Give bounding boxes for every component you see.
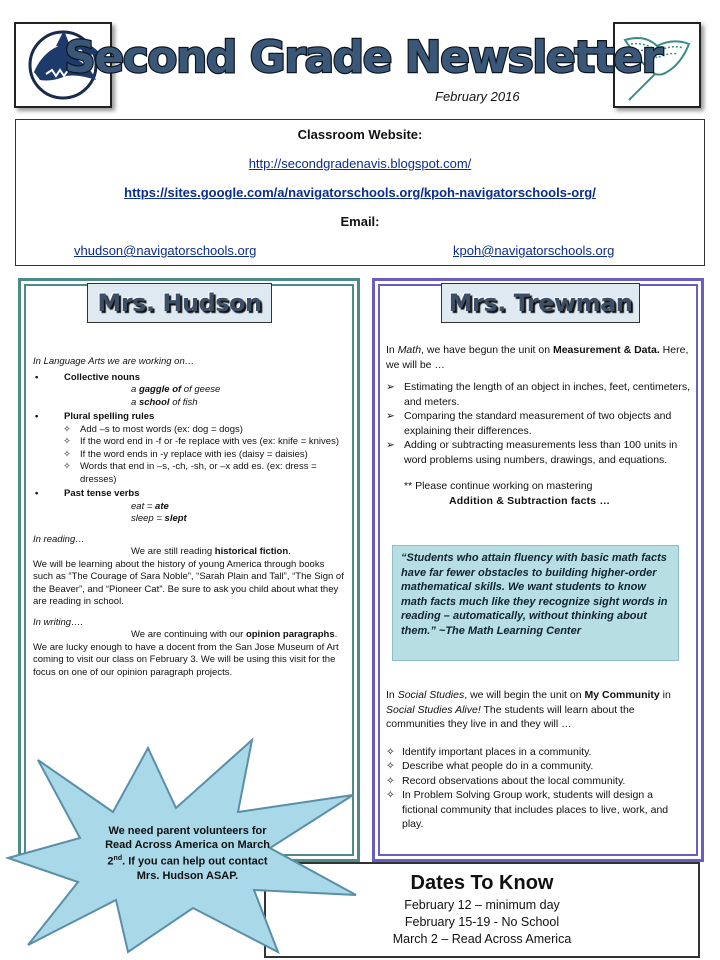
list-item: ✧ Add –s to most words (ex: dog = dogs) [63,423,243,435]
list-item: ✧ Words that end in –s, -ch, -sh, or –x add es. (ex: dress = dresses) [63,461,317,485]
plural-rules-list [33,424,345,487]
list-item: ➢ Estimating the length of an object in inches, feet, centimeters, and meters. [386,381,690,408]
newsletter-title [64,20,662,90]
hudson-content [33,356,345,679]
newsletter-date: February 2016 [435,89,520,104]
math-note-line-1: ** Please continue working on mastering [404,480,593,492]
reading-body: We will be learning about the history of young America through books such as “The Courage of Sara Noble”, “Sarah Plain and Tall”, “The Sign of the Beaver”, and “Pioneer Cat”. Be sure to ask you child about what they are reading in school. [33,558,344,607]
collective-example-2: a school of fish [131,396,198,408]
math-note-line-2: Addition & Subtraction facts … [449,494,611,507]
social-studies-intro: In Social Studies, we will begin the unit on My Community in Social Studies Alive! The students will learn about the communities they live in and they will … [386,689,671,730]
svg-text:Second Grade Newsletter: Second Grade Newsletter [64,32,662,83]
email-link-kpoh[interactable]: kpoh@navigatorschools.org [453,243,615,258]
date-item: February 12 – minimum day [404,898,560,912]
list-item: ➢ Comparing the standard measurement of two objects and explaining their differences. [386,410,672,437]
collective-nouns-heading: • Collective nouns [35,371,141,383]
email-label: Email: [340,214,380,229]
plural-rules-heading: • Plural spelling rules [35,411,155,422]
writing-body: We are continuing with our opinion paragraphs. We are lucky enough to have a docent from the San Jose Museum of Art coming to visit our class on February 3. We will be using this visit for the focus on one of our opinion paragraph projects. [33,629,339,678]
volunteer-message: We need parent volunteers for Read Across America on March 2nd. If you can help out contact Mrs. Hudson ASAP. [105,825,270,882]
list-item: ✧ Describe what people do in a community. [386,760,594,772]
past-tense-heading: • Past tense verbs [35,488,140,499]
date-item: March 2 – Read Across America [392,932,572,946]
list-item: ✧ If the word end in -f or -fe replace with ves (ex: knife = knives) [63,436,339,447]
list-item: ✧ If the word ends in -y replace with ies (daisy = daisies) [63,448,308,460]
list-item: ✧ Identify important places in a community. [386,745,592,758]
website-label: Classroom Website: [297,127,423,142]
math-list [386,380,691,467]
reading-line: We are still reading historical fiction. [131,546,291,557]
date-item: February 15-19 - No School [404,915,560,929]
math-intro: In Math, we have begun the unit on Measurement & Data. Here, we will be … [386,344,689,371]
math-quote-box: “Students who attain fluency with basic math facts have far fewer obstacles to building higher-order mathematical skills. We want students to know math facts much like they recognize sight words in reading – automatically, without thinking about them.” ~The Math Learning Center [392,545,679,661]
list-item: ✧ Record observations about the local community. [386,774,626,787]
math-section [386,343,691,508]
past-tense-example-1: eat = ate [131,500,169,512]
hudson-name-heading: Mrs. Hudson [87,283,272,323]
trewman-name-heading: Mrs. Trewman [441,283,640,323]
contact-info-box [15,119,705,266]
reading-label: In reading… [33,533,85,545]
website-link-google-sites[interactable]: https://sites.google.com/a/navigatorschools.org/kpoh-navigatorschools-org/ [124,185,596,200]
social-studies-list [386,745,691,832]
social-studies-section [386,688,691,832]
email-link-hudson[interactable]: vhudson@navigatorschools.org [74,243,257,258]
writing-label: In writing…. [33,616,84,628]
list-item: ✧ In Problem Solving Group work, students will design a fictional community that includes places to live, work, and play. [386,789,669,830]
past-tense-example-2: sleep = slept [131,513,187,524]
dates-heading: Dates To Know [410,872,554,894]
website-link-blogspot[interactable]: http://secondgradenavis.blogspot.com/ [248,156,472,171]
language-arts-intro: In Language Arts we are working on… [33,356,195,367]
list-item: ➢ Adding or subtracting measurements less than 100 units in word problems using numbers, drawings, and equations. [386,439,678,466]
collective-example-1: a gaggle of of geese [131,384,221,395]
